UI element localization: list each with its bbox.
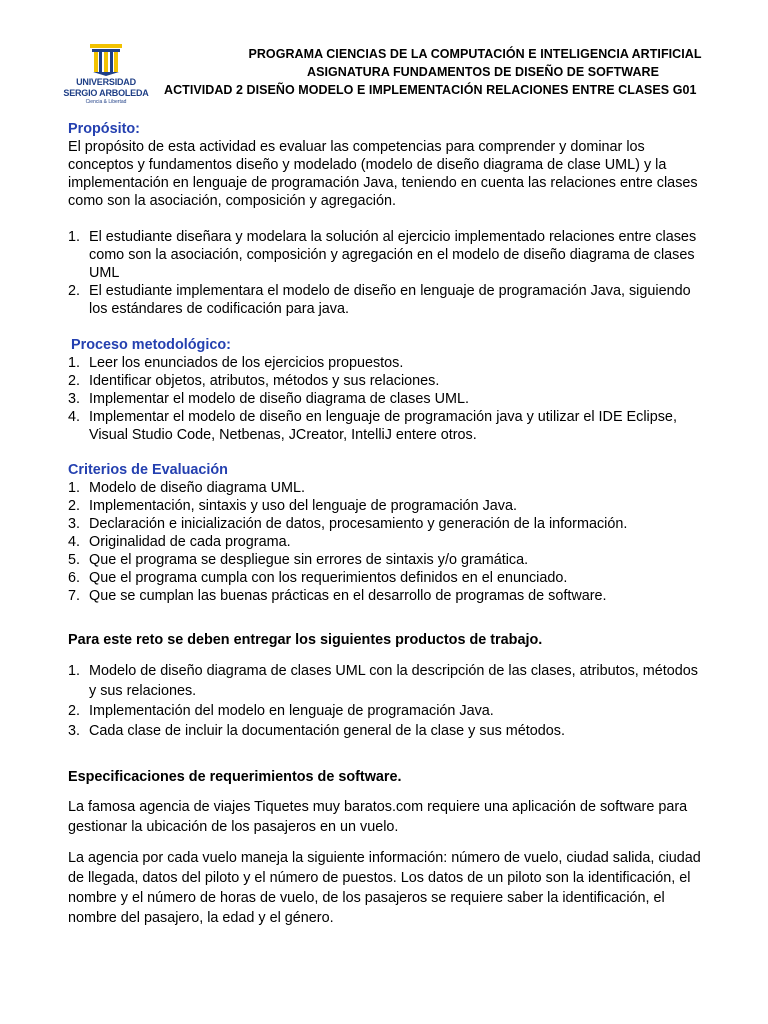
list-item: 4. Originalidad de cada programa. xyxy=(68,534,291,550)
proposito-title: Propósito: xyxy=(68,121,140,137)
proceso-list xyxy=(68,354,708,444)
especificaciones-title: Especificaciones de requerimientos de software. xyxy=(68,769,402,785)
header-program: PROGRAMA CIENCIAS DE LA COMPUTACIÓN E INTELIGENCIA ARTIFICIAL xyxy=(248,47,702,61)
list-item: 2. Implementación del modelo en lenguaje de programación Java. xyxy=(68,703,494,719)
proposito-text: El propósito de esta actividad es evaluar las competencias para comprender y dominar los conceptos y fundamentos diseño y modelado (modelo de diseño diagrama de clase UML) y la implementación en lenguaje de programación Java, teniendo en cuenta las relaciones entre clases como son la asociación, composición y agregación. xyxy=(68,139,698,209)
list-item: 2. El estudiante implementara el modelo de diseño en lenguaje de programación Java, siguiendo los estándares de codificación para java. xyxy=(68,283,691,317)
list-item: 1. Modelo de diseño diagrama de clases UML con la descripción de las clases, atributos, métodos y sus relaciones. xyxy=(68,663,698,699)
especificaciones-paragraph-1: La famosa agencia de viajes Tiquetes muy baratos.com requiere una aplicación de software para gestionar la ubicación de los pasajeros en un vuelo. xyxy=(68,799,688,835)
reto-list xyxy=(68,661,708,741)
criterios-title: Criterios de Evaluación xyxy=(68,462,228,478)
list-item: 7. Que se cumplan las buenas prácticas en el desarrollo de programas de software. xyxy=(68,588,607,604)
university-logo xyxy=(58,42,154,108)
proposito-list xyxy=(68,228,708,318)
list-item: 5. Que el programa se despliegue sin errores de sintaxis y/o gramática. xyxy=(68,552,529,568)
list-item: 3. Declaración e inicialización de datos, procesamiento y generación de la información. xyxy=(68,516,628,532)
document-body xyxy=(68,120,708,928)
list-item: 1. El estudiante diseñara y modelara la solución al ejercicio implementado relaciones entre clases como son la asociación, composición y agregación en el modelo de diseño diagrama de clases UML xyxy=(68,229,697,281)
reto-title: Para este reto se deben entregar los siguientes productos de trabajo. xyxy=(68,632,543,648)
proceso-title: Proceso metodológico: xyxy=(71,337,231,353)
logo-tagline: Ciencia & Libertad xyxy=(85,99,127,105)
header-subject: ASIGNATURA FUNDAMENTOS DE DISEÑO DE SOFTWARE xyxy=(307,65,659,79)
list-item: 3. Cada clase de incluir la documentación general de la clase y sus métodos. xyxy=(68,723,565,739)
list-item: 4. Implementar el modelo de diseño en lenguaje de programación java y utilizar el IDE Eclipse, Visual Studio Code, Netbenas, JCreator, IntelliJ entere otros. xyxy=(68,409,677,443)
criterios-list xyxy=(68,479,708,605)
logo-name-line1: UNIVERSIDAD xyxy=(76,77,136,87)
especificaciones-paragraph-2: La agencia por cada vuelo maneja la siguiente información: número de vuelo, ciudad salida, ciudad de llegada, datos del piloto y el número de puestos. Los datos de un piloto son la identificación, el nombre y el número de horas de vuelo, de los pasajeros se requiere saber la identificación, el nombre del pasajero, la edad y el género. xyxy=(68,850,701,926)
list-item: 3. Implementar el modelo de diseño diagrama de clases UML. xyxy=(68,391,469,407)
document-header xyxy=(160,45,760,99)
list-item: 1. Modelo de diseño diagrama UML. xyxy=(68,480,305,496)
header-activity: ACTIVIDAD 2 DISEÑO MODELO E IMPLEMENTACIÓN RELACIONES ENTRE CLASES G01 xyxy=(164,83,697,97)
university-shield-icon xyxy=(89,42,123,76)
logo-name-line2: SERGIO ARBOLEDA xyxy=(63,88,149,98)
list-item: 2. Implementación, sintaxis y uso del lenguaje de programación Java. xyxy=(68,498,517,514)
list-item: 6. Que el programa cumpla con los requerimientos definidos en el enunciado. xyxy=(68,570,568,586)
list-item: 2. Identificar objetos, atributos, métodos y sus relaciones. xyxy=(68,373,440,389)
list-item: 1. Leer los enunciados de los ejercicios propuestos. xyxy=(68,355,404,371)
